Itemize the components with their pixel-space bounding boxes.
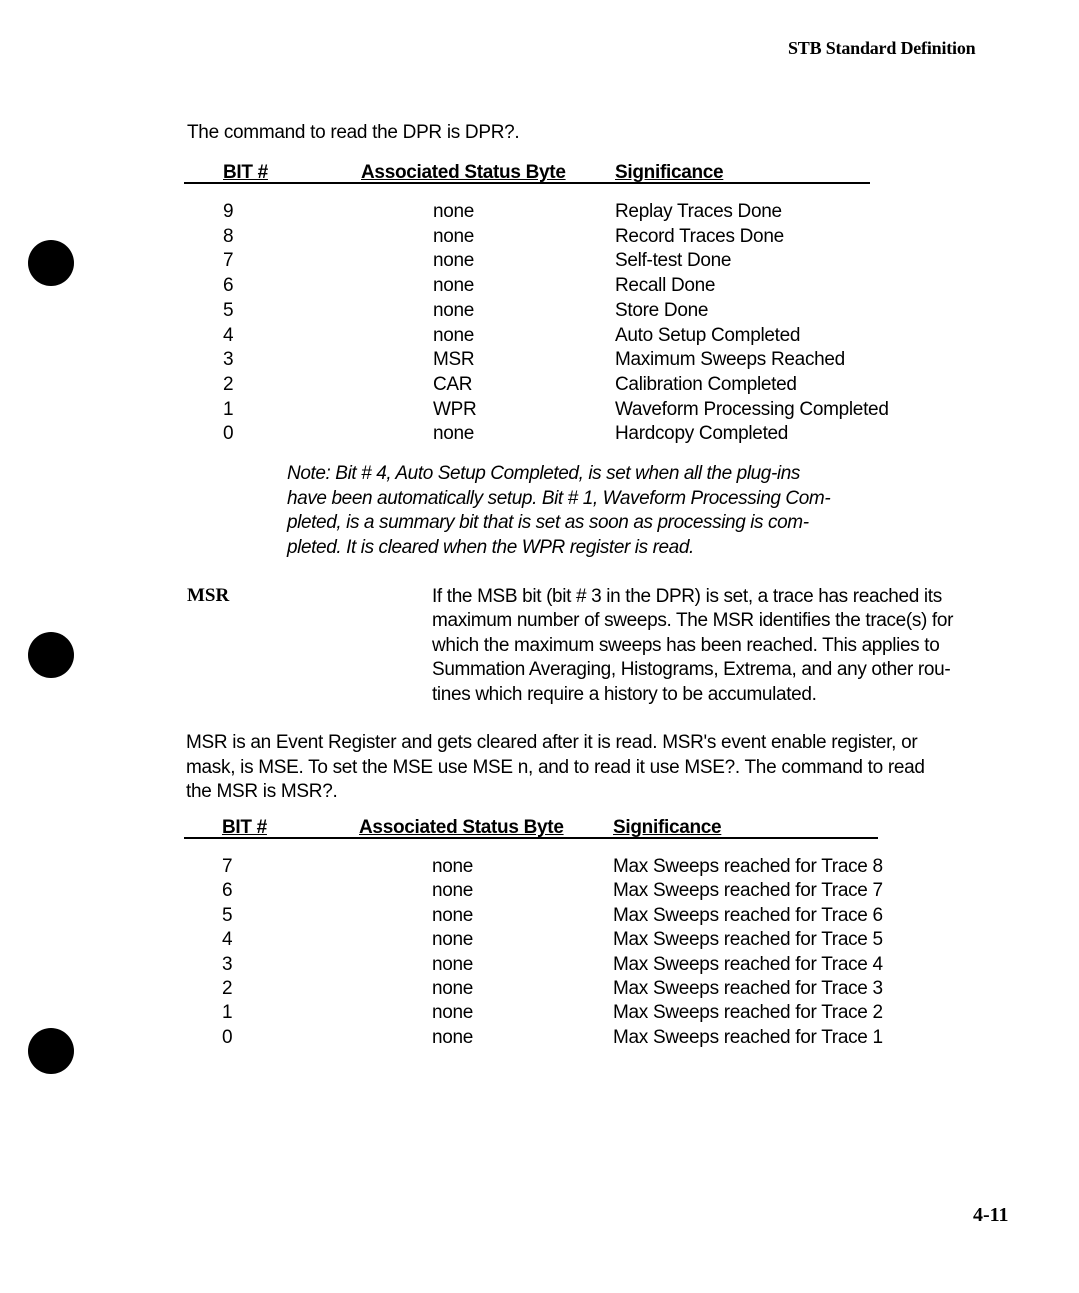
bit-cell: 8 — [223, 225, 234, 247]
status-byte-cell: none — [433, 275, 475, 297]
bit-cell: 6 — [223, 275, 234, 297]
significance-cell: Calibration Completed — [615, 373, 797, 395]
significance-cell: Waveform Processing Completed — [615, 398, 889, 420]
table-row — [0, 250, 1079, 275]
bit-cell: 3 — [222, 953, 233, 975]
bit-cell: 4 — [222, 929, 233, 951]
status-byte-cell: none — [433, 423, 475, 445]
page-number: 4-11 — [973, 1204, 1009, 1226]
header-significance: Significance — [615, 162, 724, 183]
msr-description-line: Summation Averaging, Histograms, Extrema, and any other rou- — [432, 659, 951, 681]
intro-text: The command to read the DPR is DPR?. — [187, 122, 520, 143]
status-byte-cell: none — [432, 904, 474, 926]
table-row — [0, 929, 1079, 954]
status-byte-cell: CAR — [433, 373, 473, 395]
status-byte-cell: none — [433, 225, 475, 247]
note-text — [287, 462, 887, 560]
status-byte-cell: none — [432, 880, 474, 902]
table-row — [0, 954, 1079, 979]
status-byte-cell: none — [432, 856, 474, 877]
msr-description-line: If the MSB bit (bit # 3 in the DPR) is set, a trace has reached its — [432, 586, 942, 607]
significance-cell: Replay Traces Done — [615, 201, 782, 222]
significance-cell: Max Sweeps reached for Trace 4 — [613, 953, 883, 975]
msr-description-line: maximum number of sweeps. The MSR identifies the trace(s) for — [432, 610, 954, 632]
table-row — [0, 226, 1079, 251]
table-row — [0, 325, 1079, 350]
note-line: Note: Bit # 4, Auto Setup Completed, is set when all the plug-ins — [287, 463, 800, 484]
table-row — [0, 856, 1079, 881]
bit-cell: 6 — [222, 880, 233, 902]
significance-cell: Max Sweeps reached for Trace 1 — [613, 1026, 883, 1048]
header-bit: BIT # — [222, 817, 267, 838]
significance-cell: Auto Setup Completed — [615, 324, 801, 346]
table-row — [0, 399, 1079, 424]
status-byte-cell: MSR — [433, 349, 475, 371]
bit-cell: 1 — [222, 1002, 233, 1024]
significance-cell: Maximum Sweeps Reached — [615, 349, 845, 371]
table-row — [0, 201, 1079, 226]
msr-paragraph — [186, 731, 986, 805]
significance-cell: Max Sweeps reached for Trace 7 — [613, 880, 883, 902]
bit-cell: 2 — [222, 978, 233, 999]
bit-cell: 3 — [223, 349, 234, 371]
bit-cell: 7 — [222, 856, 233, 877]
significance-cell: Max Sweeps reached for Trace 2 — [613, 1002, 883, 1024]
status-byte-cell: none — [433, 299, 475, 321]
table-row — [0, 275, 1079, 300]
header-associated-status-byte: Associated Status Byte — [361, 162, 566, 183]
status-byte-cell: none — [432, 1026, 474, 1048]
note-line: pleted, is a summary bit that is set as soon as processing is com- — [287, 512, 809, 534]
table-row — [0, 978, 1079, 1003]
msr-description-line: which the maximum sweeps has been reached. This applies to — [432, 634, 940, 656]
significance-cell: Max Sweeps reached for Trace 5 — [613, 929, 883, 951]
table-row — [0, 423, 1079, 448]
bit-cell: 4 — [223, 324, 234, 346]
status-byte-cell: none — [432, 978, 474, 999]
table-row — [0, 349, 1079, 374]
header-associated-status-byte: Associated Status Byte — [359, 817, 564, 838]
msr-paragraph-line: the MSR is MSR?. — [186, 781, 338, 802]
table-row — [0, 300, 1079, 325]
status-byte-cell: none — [432, 953, 474, 975]
header-bit: BIT # — [223, 162, 268, 183]
bit-cell: 0 — [222, 1026, 233, 1048]
header-significance: Significance — [613, 817, 722, 838]
bit-cell: 5 — [222, 904, 233, 926]
msr-section-label: MSR — [187, 585, 230, 606]
bit-cell: 2 — [223, 373, 234, 395]
significance-cell: Record Traces Done — [615, 225, 784, 247]
table-row — [0, 374, 1079, 399]
bit-cell: 5 — [223, 299, 234, 321]
significance-cell: Recall Done — [615, 275, 716, 297]
bit-cell: 7 — [223, 250, 234, 272]
status-byte-cell: none — [432, 1002, 474, 1024]
status-byte-cell: none — [433, 250, 475, 272]
running-header: STB Standard Definition — [788, 38, 976, 58]
bit-cell: 1 — [223, 398, 234, 420]
status-byte-cell: WPR — [433, 398, 477, 420]
note-line: pleted. It is cleared when the WPR register is read. — [287, 536, 694, 558]
significance-cell: Max Sweeps reached for Trace 8 — [613, 856, 883, 877]
msr-paragraph-line: mask, is MSE. To set the MSE use MSE n, and to read it use MSE?. The command to read — [186, 756, 925, 778]
table-row — [0, 1027, 1079, 1052]
table-row — [0, 905, 1079, 930]
binder-hole-middle — [28, 632, 74, 678]
note-line: have been automatically setup. Bit # 1, Waveform Processing Com- — [287, 487, 831, 509]
status-byte-cell: none — [432, 929, 474, 951]
status-byte-cell: none — [433, 201, 475, 222]
status-byte-cell: none — [433, 324, 475, 346]
significance-cell: Max Sweeps reached for Trace 6 — [613, 904, 883, 926]
bit-cell: 9 — [223, 201, 234, 222]
msr-description-line: tines which require a history to be accumulated. — [432, 683, 817, 705]
significance-cell: Store Done — [615, 299, 709, 321]
bit-cell: 0 — [223, 423, 234, 445]
significance-cell: Hardcopy Completed — [615, 423, 789, 445]
msr-paragraph-line: MSR is an Event Register and gets cleared after it is read. MSR's event enable register, or — [186, 732, 918, 753]
significance-cell: Self-test Done — [615, 250, 732, 272]
table-row — [0, 1002, 1079, 1027]
msr-description — [432, 585, 1012, 707]
table-row — [0, 880, 1079, 905]
significance-cell: Max Sweeps reached for Trace 3 — [613, 978, 883, 999]
